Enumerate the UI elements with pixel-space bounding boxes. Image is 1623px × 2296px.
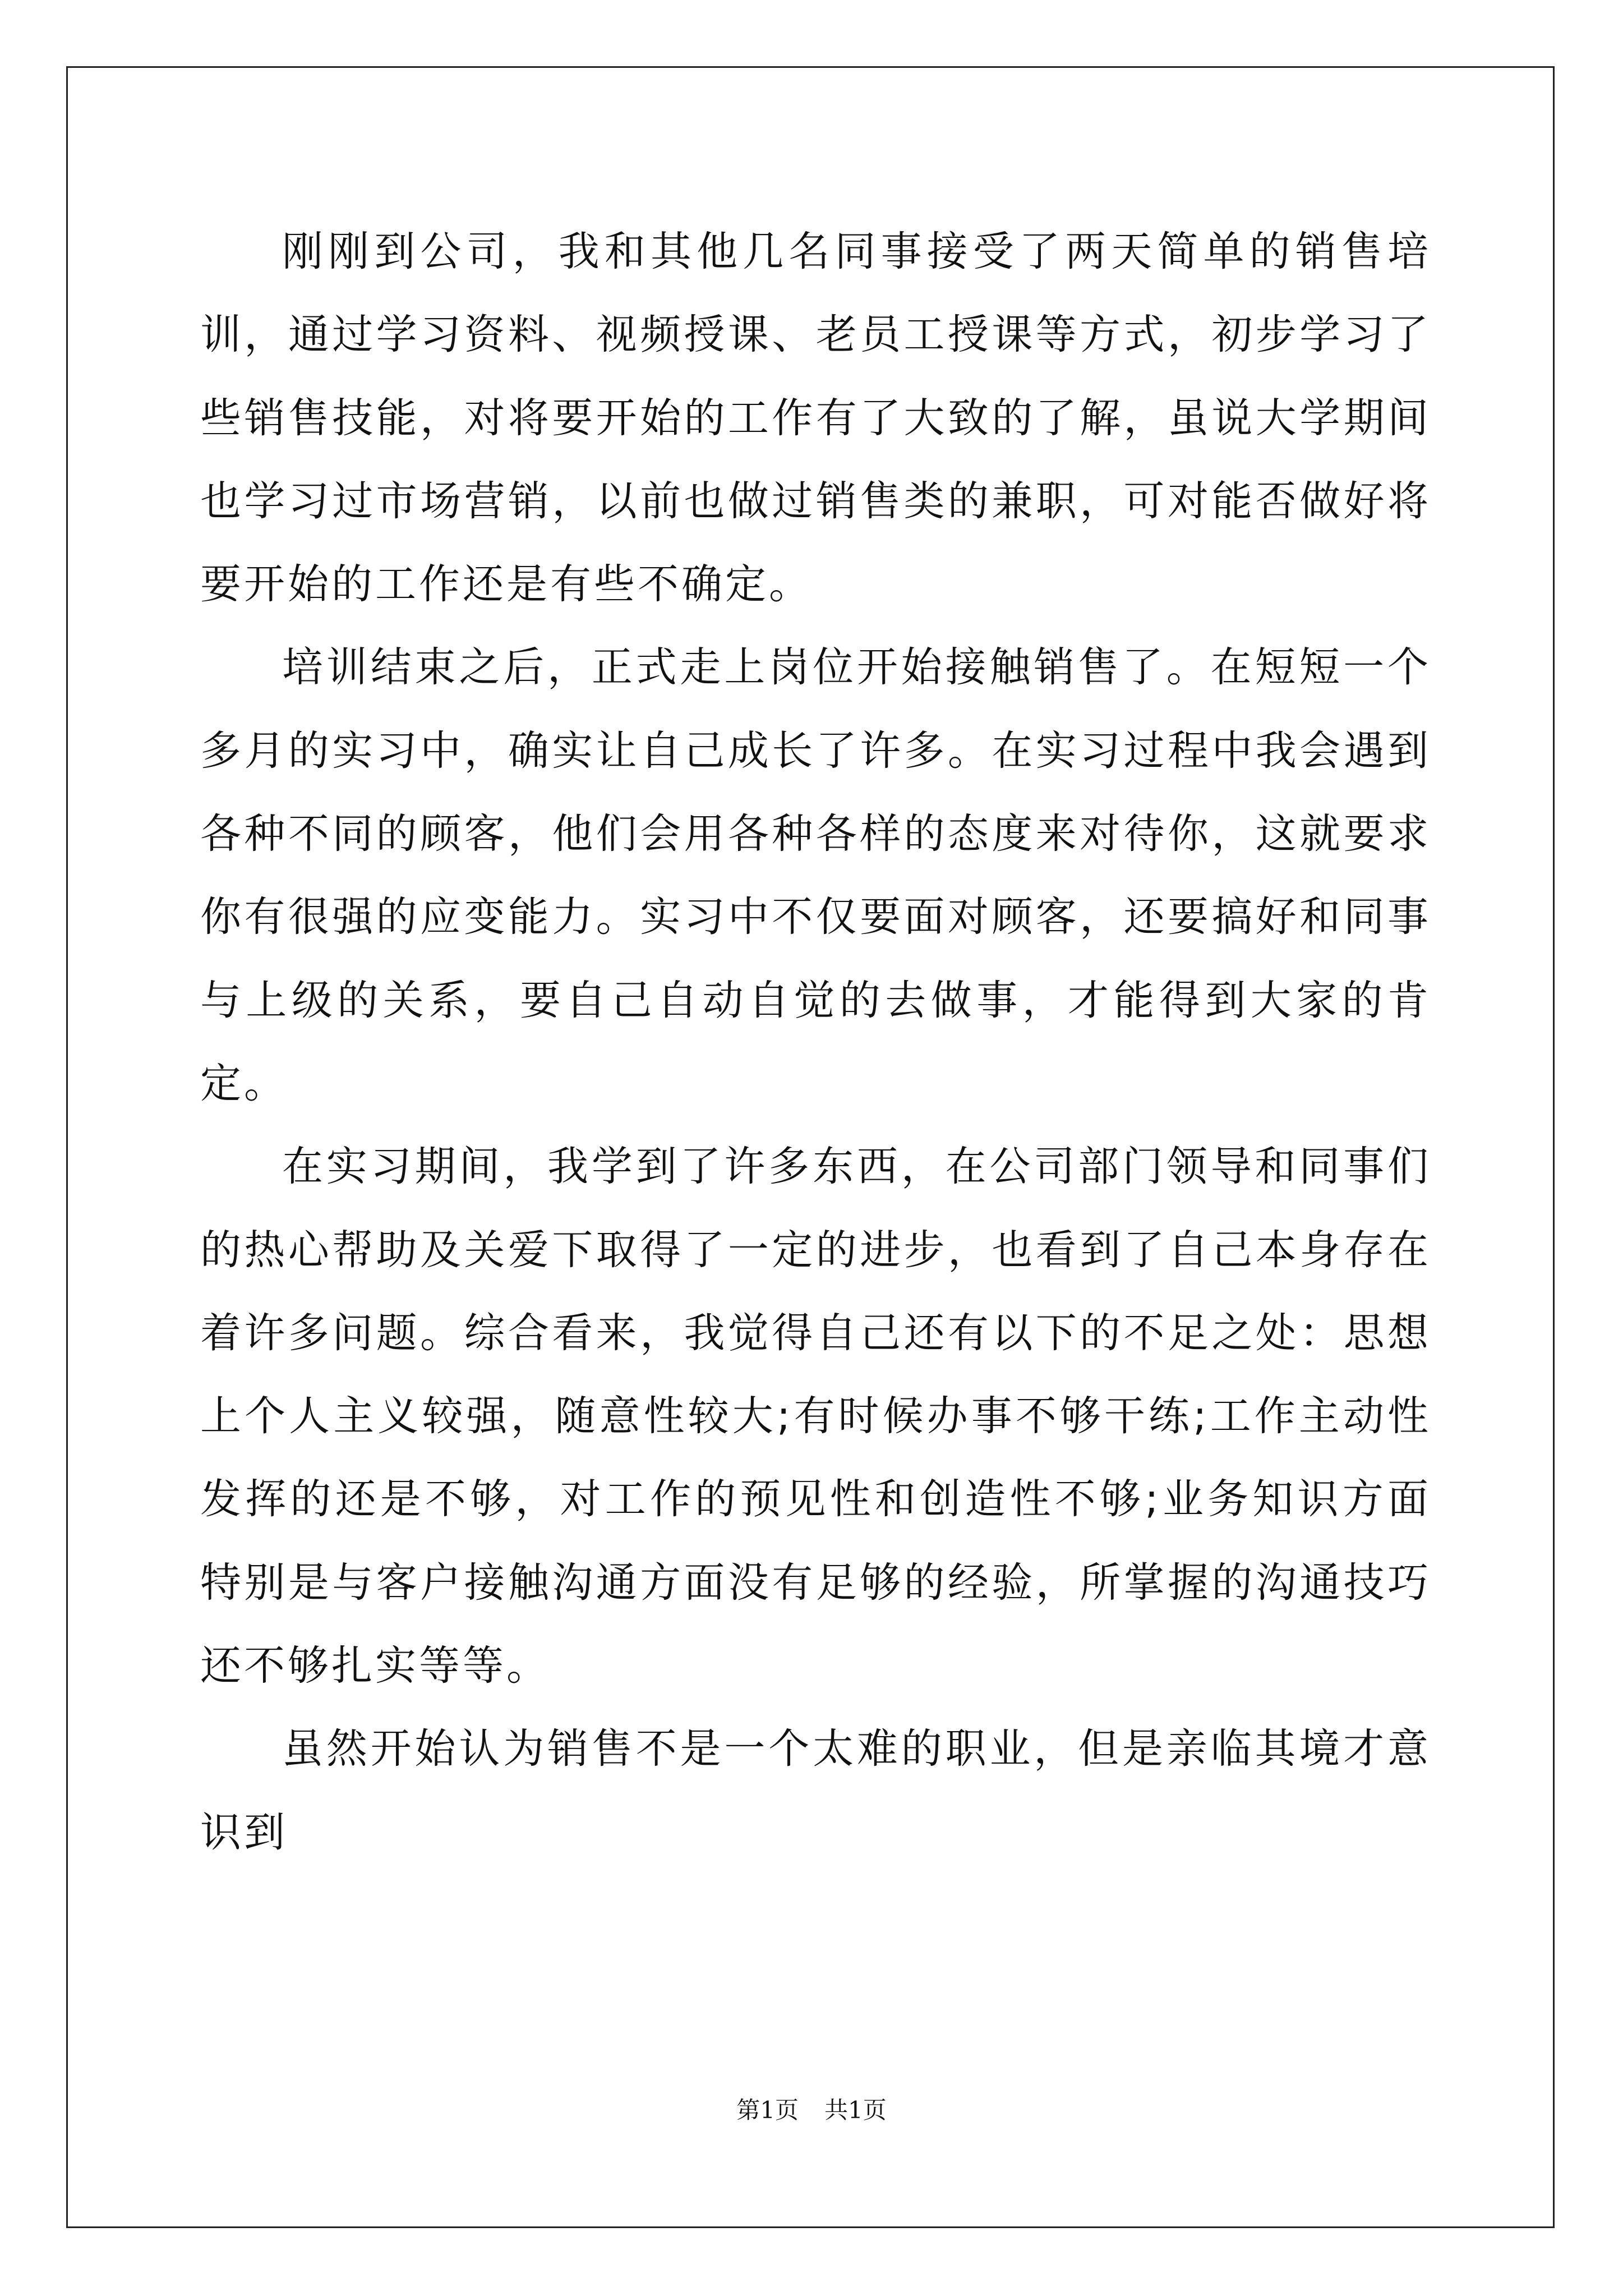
page-number: 第1页 <box>736 2096 799 2124</box>
page-total: 共1页 <box>824 2096 887 2124</box>
paragraph-4: 虽然开始认为销售不是一个太难的职业，但是亲临其境才意识到 <box>200 1725 1431 1856</box>
paragraph-1: 刚刚到公司，我和其他几名同事接受了两天简单的销售培训，通过学习资料、视频授课、老员工授课等方式，初步学习了些销售技能，对将要开始的工作有了大致的了解，虽说大学期间也学习过市场营销，以前也做过销售类的兼职，可对能否做好将要开始的工作还是有些不确定。 <box>200 228 1431 609</box>
paragraph-2: 培训结束之后，正式走上岗位开始接触销售了。在短短一个多月的实习中，确实让自己成长了许多。在实习过程中我会遇到各种不同的顾客，他们会用各种各样的态度来对待你，这就要求你有很强的应变能力。实习中不仅要面对顾客，还要搞好和同事与上级的关系，要自己自动自觉的去做事，才能得到大家的肯定。 <box>200 643 1431 1107</box>
document-body <box>200 210 1431 1874</box>
paragraph-3: 在实习期间，我学到了许多东西，在公司部门领导和同事们的热心帮助及关爱下取得了一定的进步，也看到了自己本身存在着许多问题。综合看来，我觉得自己还有以下的不足之处：思想上个人主义较强，随意性较大;有时候办事不够干练;工作主动性发挥的还是不够，对工作的预见性和创造性不够;业务知识方面特别是与客户接触沟通方面没有足够的经验，所掌握的沟通技巧还不够扎实等等。 <box>200 1143 1431 1690</box>
page-footer <box>0 2092 1623 2125</box>
